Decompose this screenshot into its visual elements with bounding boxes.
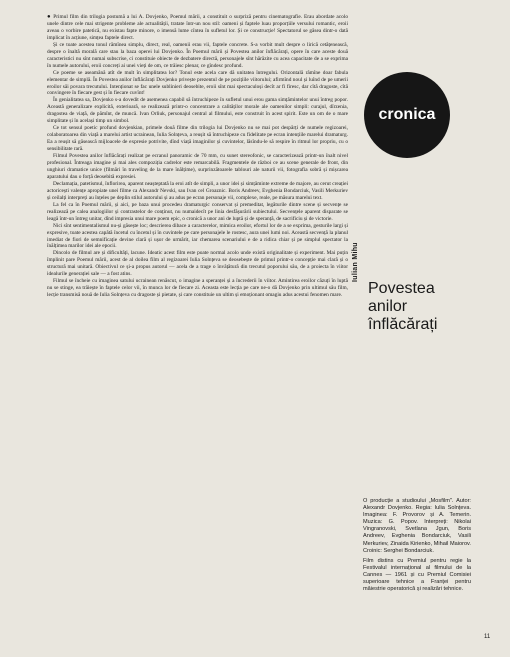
article-paragraph: Și ce toate acestea tonul rămînea simplu, direct, real, oamenii erau vii, faptele concrete. S-a vorbit mult despre o lirică cetățenească, despre o înaltă morală care stau la baza operei lui Dovjenko. În Poemul mării și Povestea anilor înflăcărați, opere în care aceste două caracteristici nu sînt numai subscrise, ci constituie obiecte de dezbatere directă, personajele sînt hărăzite cu acea capacitate de a se exprima în numele autorului, eroii concreți ai unei vieți de om, ce trăiesc plenar, ce gîndesc profund. [47, 41, 348, 69]
author-name: Iulian Mihu [352, 242, 359, 282]
credits-production: O producție a studioului „Mosfilm". Autor: Alexandr Dovjenko. Regia: Iulia Solnțeva. Imaginea: F. Provorov și A. Temerin. Muzica: G. Popov. Interpreți: Nikolai Vingranovski, Svetlana Jgun, Boris Andreev, Evghenia Bondarciuk, Vasili Merkuriev, Zinaida Kirienko, Mihail Maiorov. Croinic: Serghei Bondarciuk. [363, 498, 471, 554]
film-credits [363, 498, 471, 596]
article-paragraph: În genialitatea sa, Dovjenko s-a dovedit de asemenea capabil să întruchipeze în sufletul unui erou gama simțămintelor unui întreg popor. Această generalizare explicită, exterioară, se realizează printr-o concentrare a calităților morale ale oamenilor simpli: curajul, dîrzenia, dragostea de viață, de pămînt, de muncă. Ivan Orliuk, personajul central al filmului, este construit în acest spirit. Este un om de o mare simplitate și în același timp un simbol. [47, 97, 348, 125]
section-badge [364, 72, 450, 158]
article-paragraph: Ce tot sensul poetic profund dovjenkian, primele două filme din trilogia lui Dovjenko nu se mai pot despărți de numele regizoarei, colaboratoarea din viață a marelui artist ucrainean, Iulia Solnțeva, a reușit să întruchipeze cu fidelitate pe ecran intențiile marelui dramaturg. Ea a reușit să găsească mijloacele de expresie potrivite, dînd viață imaginilor și cuvintelor, lăsîndu-le să respire în ritmul lor propriu, cu o sensibilitate rară. [47, 125, 348, 153]
article-body [47, 14, 348, 642]
bullet-icon: ● [47, 14, 52, 20]
article-paragraph: La fel ca în Poemul mării, și aici, pe baza unui procedeu dramaturgic conservat și premeditat, legăturile dintre scene și secvențe se realizează pe calea analogiilor și contrastelor de conținut, nu numaidecît pe linia desfășurării subiectului. Secvențele aparent disparate se leagă într-un întreg unitar, dînd impresia unui mare poem epic, o cronică a unor ani de luptă și de speranță, de sacrificiu și de victorie. [47, 201, 348, 222]
title-line: anilor [368, 298, 408, 315]
article-paragraph: Ce poeme se aseamănă atît de mult în simplitatea lor? Tonul este acela care dă unitatea întregului. Orizontală rămîne doar fabula elementar de simplă. În Povestea anilor înflăcărați Dovjenko privește prezentul de pe pozițiile viitorului; afirmînd noul și luînd de pe umerii eroilor săi povara trecutului. Intenționat se fac unele sublinieri deosebite, eroii sînt mai spectaculoși decît ar fi firesc, dar cîtă dragoste, cîtă convingere în fiecare gest și în fiecare cuvînt! [47, 69, 348, 97]
article-title [368, 280, 468, 334]
article-paragraph: Filmul Povestea anilor înflăcărați realizat pe ecranul panoramic de 70 mm, cu sunet stereofonic, se caracterizează printr-un înalt nivel profesional. Întreaga imagine și mai ales compoziția cadrelor este remarcabilă. Fragmentele de război ce au scene generale de front, din unghiuri dramatice unice (filmări în traveling de la mare înălțime), surprinzătoarele tablouri ale naturii vii, fotografia sobră și mișcarea aparatului dau o forță deosebită expresiei. [47, 153, 348, 180]
page-number: 11 [484, 634, 491, 640]
article-paragraph: Filmul se încheie cu imaginea satului ucrainean renăscut, o imagine a speranței și a încrederii în viitor. Amintirea eroilor căzuți în luptă nu se stinge, ea trăiește în faptele celor vii, în munca lor de fiecare zi. Aceasta este lecția pe care ne-o dă Dovjenko prin ultimul său film, lecție transmisă nouă de Iulia Solnțeva cu dragoste și pietate, și care constituie un ultim și emoționant omagiu adus acestui fenomen mare. [47, 278, 348, 299]
section-badge-label: cronica [378, 106, 436, 123]
article-paragraph: ● Primul film din trilogia postumă a lui A. Dovjenko, Poemul mării, a constituit o surpriză pentru cinematografie. Erau abordate acolo unele dintre cele mai strigente probleme ale actualității, tratate într-un nou stil: oameni și faptele luau proporțiile versului romantic, eroii aveau o vorbire patetică, nu existau fapte minore, o imensă lume cîntea în sufletul lor. Și ce construcție! Spectatorul se găsea dintr-o dată implicat în acțiune, simțea faptele direct. [47, 14, 348, 41]
title-line: Povestea [368, 280, 435, 297]
title-line: înflăcărați [368, 316, 438, 333]
article-paragraph: Declamația, patetismul, înflorirea, aparent neașteptată la eroi atît de simpli, a unor idei și simțăminte extreme de majore, au cerut creației actoricești valențe apropiate unei filme ca Alexandr Nevski, sau Ivan cel Groaznic. Boris Andreev, Evghenia Bondarciuk, Vasili Merkuriev și ceilalți interpreți au înțeles pe deplin stilul autorului și au adus pe ecran personaje vii, complexe, reale, pe măsura marelui text. [47, 180, 348, 201]
article-paragraph: Dincolo de filmul are și dificultăți, lacune. Ideatic acest film este poate normal acolo unde există originalitate și experiment. Mai puțin împlinit pare Poemul mării, acest de al doilea film al regizoarei Iulia Solnțeva se deosebește de primul printr-o concepție mai clară și o structură mai unitară. Obiectivul ce și-a propus autorul — acela de a trage o învățătură din trecutul poporului său, de a proiecta în viitor idealurile generației sale — a fost atins. [47, 250, 348, 278]
article-paragraph: Nici sînt sentimentalismul nu-și găsește loc; descrierea dibace a caracterelor, mimica eroilor, efortul lor de a se exprima, gesturile largi și expresive, toate acestea capătă încetul cu încetul și în cuvintele pe care personajele le rostesc, aura unei lumi noi. Această secvență la planul imediat de fiori de semnificație devine clară și ușor de urmărit, iar chemarea scenariului e de a ridica chiar și pe simplul spectator la înălțimea marilor idei ale epocii. [47, 222, 348, 250]
credits-awards: Film distins cu Premiul pentru regie la Festivalul internațional al filmului de la Cannes — 1961 și cu Premiul Comisiei superioare tehnice a Franței pentru măiestrie operatorică și realizări tehnice. [363, 557, 471, 593]
